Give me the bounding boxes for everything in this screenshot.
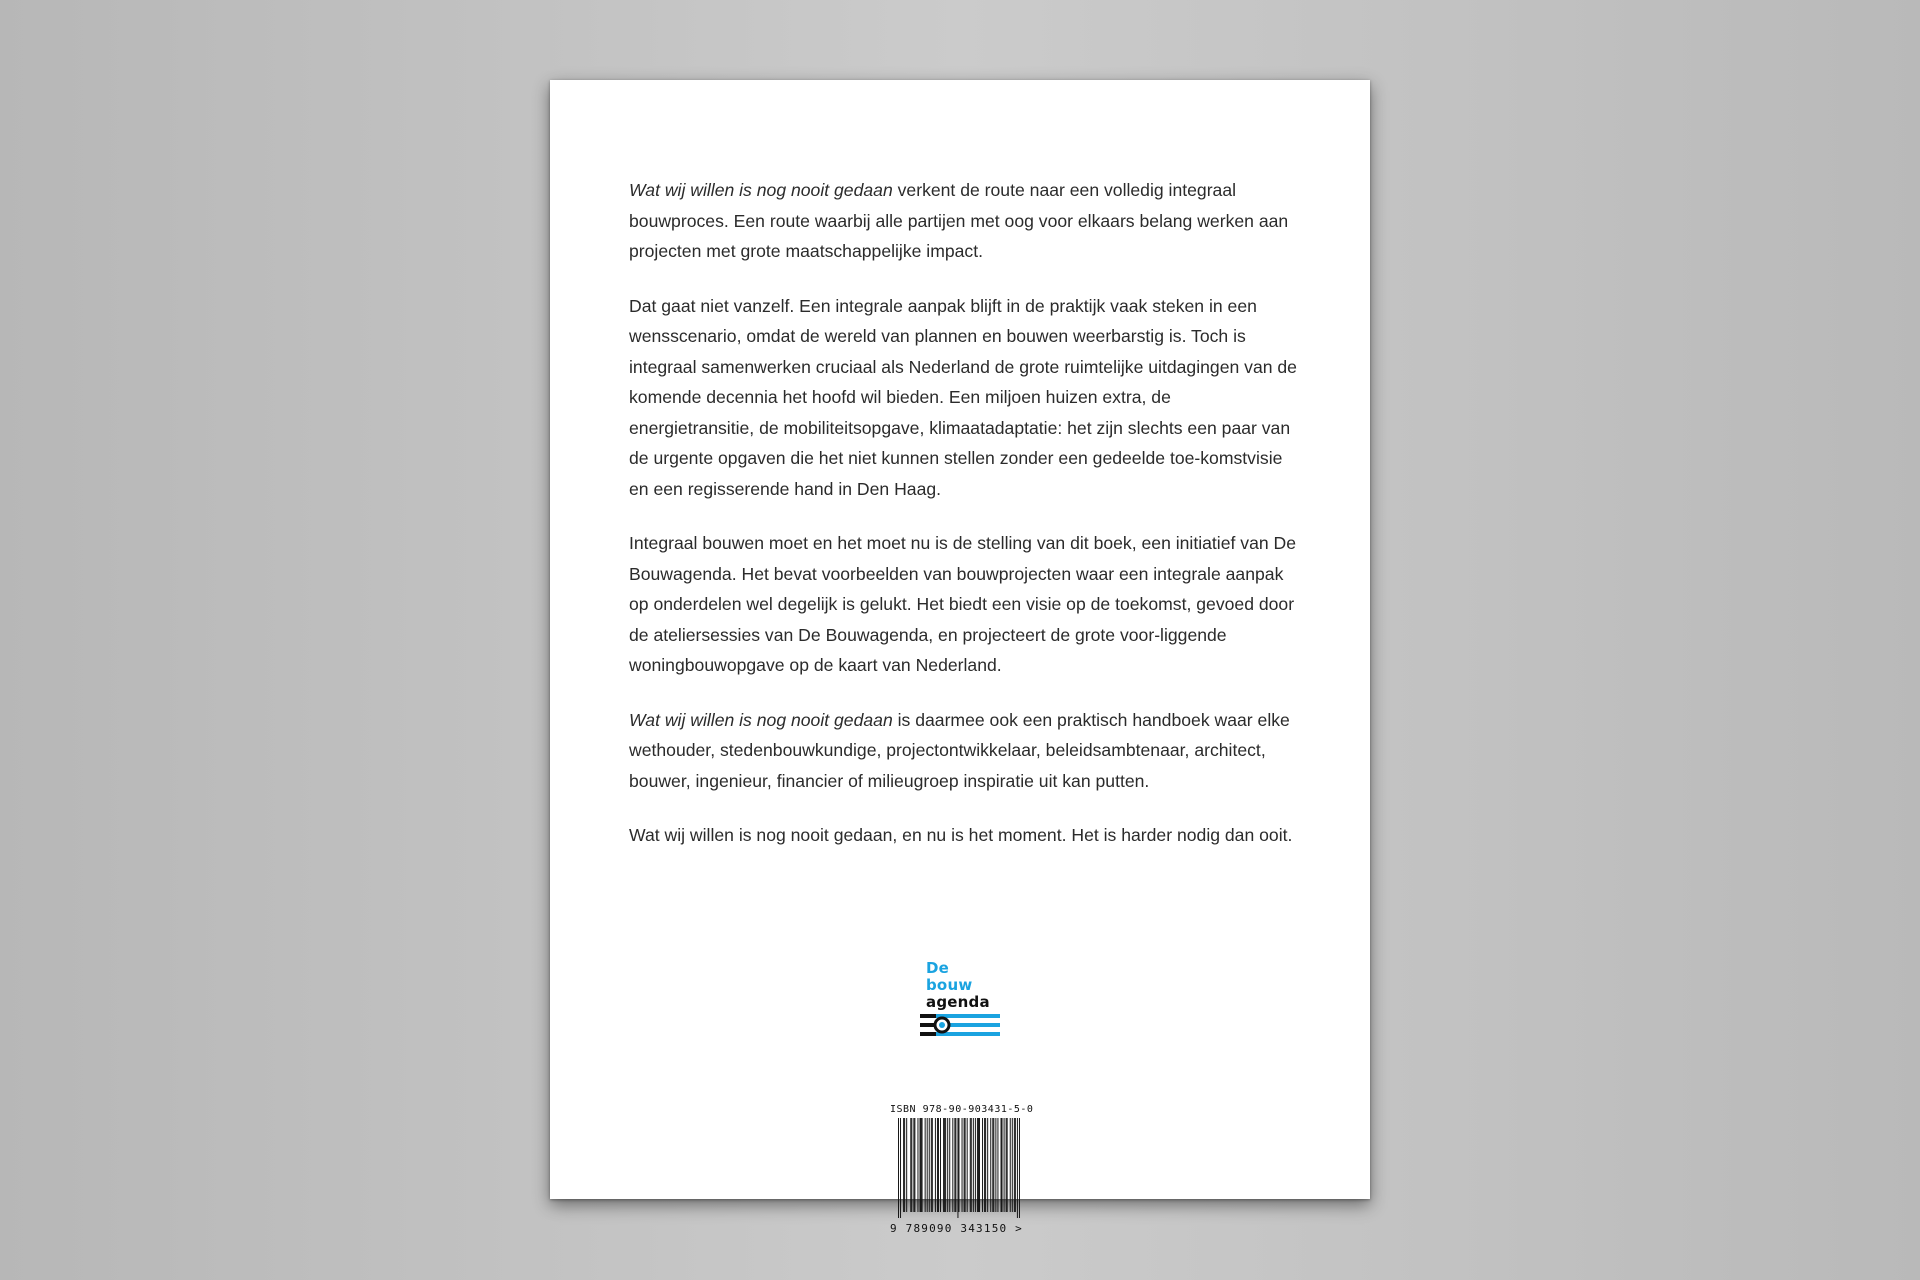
book-title-italic: Wat wij willen is nog nooit gedaan: [629, 180, 893, 200]
isbn-barcode-block: [890, 1104, 1040, 1266]
blurb-text: [629, 175, 1299, 875]
book-back-cover: [550, 80, 1370, 1235]
paragraph-4: [629, 705, 1299, 797]
paragraph-4-text: is daarmee ook een praktisch handboek waar elke wethouder, stedenbouwkundige, projectontwikkelaar, beleidsambtenaar, architect, bouwer, ingenieur, financier of milieugroep inspiratie uit kan putten.: [629, 709, 1290, 791]
de-bouwagenda-logo: [920, 960, 1010, 1050]
isbn-digits: 9 789090 343150 >: [890, 1222, 1023, 1235]
paragraph-5: Wat wij willen is nog nooit gedaan, en nu is het moment. Het is harder nodig dan ooit.: [629, 825, 1293, 845]
paragraph-2: Dat gaat niet vanzelf. Een integrale aanpak blijft in de praktijk vaak steken in een wensscenario, omdat de wereld van plannen en bouwen weerbarstig is. Toch is integraal samenwerken cruciaal als Nederland de grote ruimtelijke uitdagingen van de komende decennia het hoofd wil bieden. Een miljoen huizen extra, de energietransitie, de mobiliteitsopgave, klimaatadaptatie: het zijn slechts een paar van de urgente opgaven die het niet kunnen stellen zonder een gedeelde toe-komstvisie en een regisserende hand in Den Haag.: [629, 295, 1297, 499]
logo-wordmark: [926, 960, 990, 1011]
paragraph-1: [629, 175, 1299, 267]
logo-line-bouw: bouw: [926, 976, 973, 994]
paragraph-3: Integraal bouwen moet en het moet nu is de stelling van dit boek, een initiatief van De Bouwagenda. Het bevat voorbeelden van bouwprojecten waar een integrale aanpak op onderdelen wel degelijk is gelukt. Het biedt een visie op de toekomst, gevoed door de ateliersessies van De Bouwagenda, en projecteert de grote voor-liggende woningbouwopgave op de kaart van Nederland.: [629, 533, 1297, 675]
logo-line-agenda: agenda: [926, 993, 990, 1011]
paragraph-1-text: verkent de route naar een volledig integraal bouwproces. Een route waarbij alle partijen met oog voor elkaars belang werken aan projecten met grote maatschappelijke impact.: [629, 180, 1289, 261]
barcode-icon: [898, 1118, 1020, 1222]
isbn-label: ISBN 978-90-903431-5-0: [890, 1104, 1034, 1115]
logo-stripes-icon: [920, 1014, 1000, 1036]
book-title-italic-2: Wat wij willen is nog nooit gedaan: [629, 709, 893, 730]
logo-line-de: De: [926, 959, 950, 977]
